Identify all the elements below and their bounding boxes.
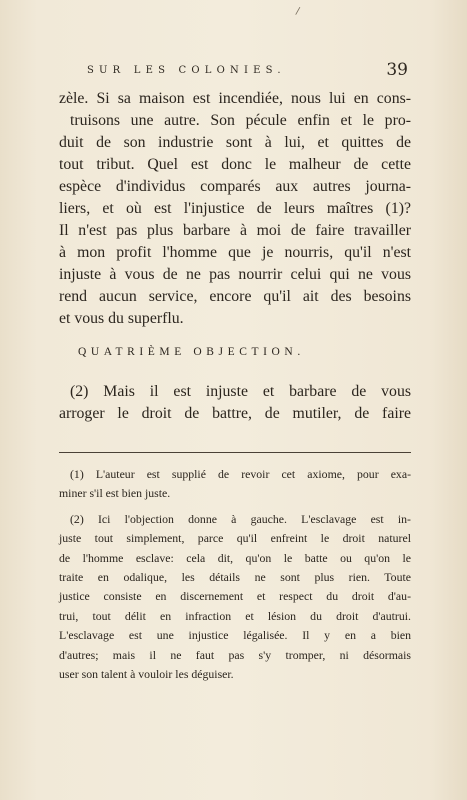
footnote-1: [59, 465, 411, 504]
main-paragraph: [59, 88, 411, 330]
margin-pencil-mark: /: [294, 5, 301, 18]
text-line: espèce d'individus comparés aux autres journa-: [59, 178, 411, 195]
running-head-title: SUR LES COLONIES.: [87, 65, 286, 76]
text-line: liers, et où est l'injustice de leurs maîtres (1)?: [59, 200, 411, 217]
footnote-line: de l'homme esclave: cela dit, qu'on le batte ou qu'on le: [59, 550, 411, 565]
footnote-line: juste tout simplement, parce qu'il enfreint le droit naturel: [59, 531, 411, 546]
text-line: zèle. Si sa maison est incendiée, nous lui en cons-: [59, 90, 411, 107]
text-line: à mon profit l'homme que je nourris, qu'il n'est: [59, 244, 411, 261]
footnote-divider: [59, 452, 411, 453]
footnote-line: L'esclavage est une injustice légalisée. Il y en a bien: [59, 628, 411, 643]
footnote-line: miner s'il est bien juste.: [59, 486, 171, 501]
footnotes: [59, 465, 411, 684]
objection-paragraph: [59, 381, 411, 425]
text-line: et vous du superflu.: [59, 310, 184, 327]
footnote-line: user son talent à vouloir les déguiser.: [59, 667, 234, 682]
page-number: 39: [386, 60, 408, 80]
text-line: injuste à vous de ne pas nourrir celui qui ne vous: [59, 266, 411, 283]
text-line: duit de son industrie sont à lui, et quittes de: [59, 134, 411, 151]
footnote-line: trui, tout délit en infraction et lésion du droit d'autrui.: [59, 608, 411, 623]
text-line: Il n'est pas plus barbare à moi de faire travailler: [59, 222, 411, 239]
text-line: truisons une autre. Son pécule enfin et le pro-: [70, 112, 411, 129]
footnote-line: traite en odalique, les détails ne sont plus rien. Toute: [59, 570, 411, 585]
footnote-line: d'autres; mais il ne faut pas s'y tromper, ni désormais: [59, 647, 411, 662]
text-line: tout tribut. Quel est donc le malheur de cette: [59, 156, 411, 173]
section-heading: QUATRIÈME OBJECTION.: [78, 346, 305, 358]
footnote-line: (1) L'auteur est supplié de revoir cet axiome, pour exa-: [70, 467, 411, 481]
text-line: (2) Mais il est injuste et barbare de vous: [70, 383, 411, 400]
footnote-line: justice consiste en discernement et respect du droit d'au-: [59, 589, 411, 604]
text-line: arroger le droit de battre, de mutiler, de faire: [59, 405, 411, 422]
footnote-2: [59, 510, 411, 685]
footnote-line: (2) Ici l'objection donne à gauche. L'esclavage est in-: [70, 511, 411, 526]
text-line: rend aucun service, encore qu'il ait des besoins: [59, 288, 411, 305]
